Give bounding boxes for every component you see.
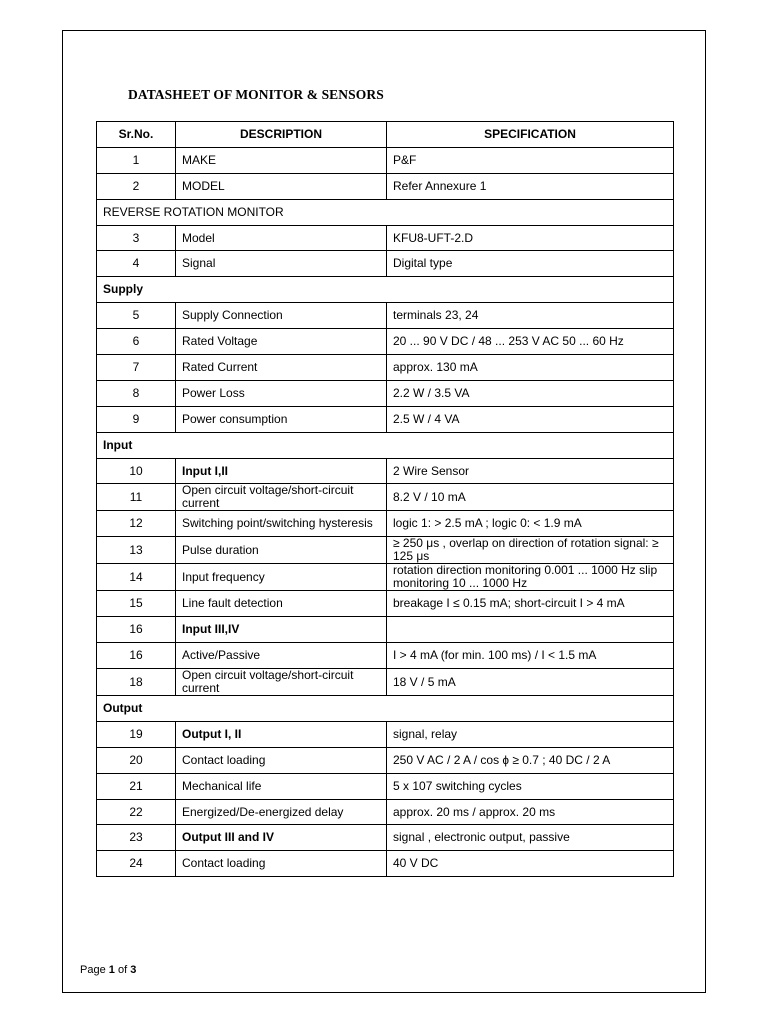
cell-description: MODEL <box>176 173 387 199</box>
table-row <box>97 173 674 199</box>
cell-description: Mechanical life <box>176 773 387 799</box>
cell-specification: 18 V / 5 mA <box>387 669 674 696</box>
cell-sr-no: 16 <box>97 617 176 643</box>
table-row <box>97 747 674 773</box>
cell-specification: Digital type <box>387 251 674 277</box>
cell-description: Line fault detection <box>176 591 387 617</box>
section-label: Supply <box>97 277 674 303</box>
table-section-row <box>97 199 674 225</box>
cell-description: Input III,IV <box>176 617 387 643</box>
cell-description: MAKE <box>176 147 387 173</box>
cell-sr-no: 14 <box>97 564 176 591</box>
table-header-row <box>97 122 674 148</box>
table-row <box>97 669 674 696</box>
cell-description: Input frequency <box>176 564 387 591</box>
cell-sr-no: 19 <box>97 721 176 747</box>
table-row <box>97 721 674 747</box>
cell-sr-no: 4 <box>97 251 176 277</box>
cell-description: Open circuit voltage/short-circuit current <box>176 484 387 511</box>
cell-description: Rated Current <box>176 355 387 381</box>
table-row <box>97 147 674 173</box>
cell-specification: 40 V DC <box>387 851 674 877</box>
table-row <box>97 564 674 591</box>
cell-specification: ≥ 250 μs , overlap on direction of rotation signal: ≥ 125 μs <box>387 537 674 564</box>
cell-specification: 2 Wire Sensor <box>387 458 674 484</box>
cell-description: Output III and IV <box>176 825 387 851</box>
cell-description: Signal <box>176 251 387 277</box>
cell-specification: logic 1: > 2.5 mA ; logic 0: < 1.9 mA <box>387 511 674 537</box>
table-row <box>97 643 674 669</box>
cell-sr-no: 2 <box>97 173 176 199</box>
footer-page-total: 3 <box>130 964 137 976</box>
cell-specification: terminals 23, 24 <box>387 303 674 329</box>
table-row <box>97 225 674 251</box>
section-label: REVERSE ROTATION MONITOR <box>97 199 674 225</box>
cell-specification: Refer Annexure 1 <box>387 173 674 199</box>
table-section-row <box>97 432 674 458</box>
cell-description: Model <box>176 225 387 251</box>
cell-specification: 250 V AC / 2 A / cos ɸ ≥ 0.7 ; 40 DC / 2 A <box>387 747 674 773</box>
table-row <box>97 251 674 277</box>
cell-sr-no: 5 <box>97 303 176 329</box>
cell-sr-no: 21 <box>97 773 176 799</box>
table-row <box>97 851 674 877</box>
table-row <box>97 591 674 617</box>
footer-of-word: of <box>117 964 128 976</box>
header-sr-no: Sr.No. <box>97 122 176 148</box>
cell-description: Input I,II <box>176 458 387 484</box>
cell-sr-no: 6 <box>97 329 176 355</box>
cell-specification: P&F <box>387 147 674 173</box>
cell-specification: breakage I ≤ 0.15 mA; short-circuit I > 4 mA <box>387 591 674 617</box>
header-specification: SPECIFICATION <box>387 122 674 148</box>
table-row <box>97 380 674 406</box>
table-section-row <box>97 696 674 722</box>
cell-sr-no: 11 <box>97 484 176 511</box>
cell-specification: 2.2 W / 3.5 VA <box>387 380 674 406</box>
footer-page-word: Page <box>80 964 106 976</box>
cell-specification: approx. 130 mA <box>387 355 674 381</box>
cell-sr-no: 15 <box>97 591 176 617</box>
table-row <box>97 458 674 484</box>
cell-specification: signal , electronic output, passive <box>387 825 674 851</box>
table-row <box>97 537 674 564</box>
cell-specification: signal, relay <box>387 721 674 747</box>
cell-sr-no: 3 <box>97 225 176 251</box>
cell-specification: 2.5 W / 4 VA <box>387 406 674 432</box>
cell-sr-no: 13 <box>97 537 176 564</box>
cell-specification <box>387 617 674 643</box>
table-row <box>97 825 674 851</box>
cell-description: Rated Voltage <box>176 329 387 355</box>
cell-description: Supply Connection <box>176 303 387 329</box>
cell-description: Energized/De-energized delay <box>176 799 387 825</box>
cell-sr-no: 7 <box>97 355 176 381</box>
cell-specification: 20 ... 90 V DC / 48 ... 253 V AC 50 ... 60 Hz <box>387 329 674 355</box>
cell-description: Contact loading <box>176 747 387 773</box>
cell-description: Active/Passive <box>176 643 387 669</box>
table-row <box>97 355 674 381</box>
cell-description: Open circuit voltage/short-circuit current <box>176 669 387 696</box>
table-body <box>97 147 674 876</box>
table-row <box>97 511 674 537</box>
table-row <box>97 799 674 825</box>
table-section-row <box>97 277 674 303</box>
cell-description: Switching point/switching hysteresis <box>176 511 387 537</box>
cell-specification: rotation direction monitoring 0.001 ... 1000 Hz slip monitoring 10 ... 1000 Hz <box>387 564 674 591</box>
cell-sr-no: 23 <box>97 825 176 851</box>
table-row <box>97 303 674 329</box>
cell-sr-no: 10 <box>97 458 176 484</box>
cell-sr-no: 12 <box>97 511 176 537</box>
cell-description: Power consumption <box>176 406 387 432</box>
cell-description: Power Loss <box>176 380 387 406</box>
header-description: DESCRIPTION <box>176 122 387 148</box>
cell-specification: approx. 20 ms / approx. 20 ms <box>387 799 674 825</box>
cell-sr-no: 18 <box>97 669 176 696</box>
table-row <box>97 329 674 355</box>
cell-sr-no: 1 <box>97 147 176 173</box>
document-title: DATASHEET OF MONITOR & SENSORS <box>128 87 384 102</box>
cell-description: Pulse duration <box>176 537 387 564</box>
cell-specification: I > 4 mA (for min. 100 ms) / I < 1.5 mA <box>387 643 674 669</box>
cell-sr-no: 8 <box>97 380 176 406</box>
cell-sr-no: 16 <box>97 643 176 669</box>
cell-specification: 8.2 V / 10 mA <box>387 484 674 511</box>
table-row <box>97 484 674 511</box>
cell-specification: KFU8-UFT-2.D <box>387 225 674 251</box>
cell-description: Contact loading <box>176 851 387 877</box>
page-footer <box>80 964 136 976</box>
section-label: Input <box>97 432 674 458</box>
footer-page-number: 1 <box>108 964 115 976</box>
section-label: Output <box>97 696 674 722</box>
cell-description: Output I, II <box>176 721 387 747</box>
table-row <box>97 773 674 799</box>
cell-sr-no: 22 <box>97 799 176 825</box>
cell-specification: 5 x 107 switching cycles <box>387 773 674 799</box>
table-row <box>97 617 674 643</box>
table-row <box>97 406 674 432</box>
cell-sr-no: 24 <box>97 851 176 877</box>
spec-table <box>96 121 674 877</box>
cell-sr-no: 9 <box>97 406 176 432</box>
cell-sr-no: 20 <box>97 747 176 773</box>
